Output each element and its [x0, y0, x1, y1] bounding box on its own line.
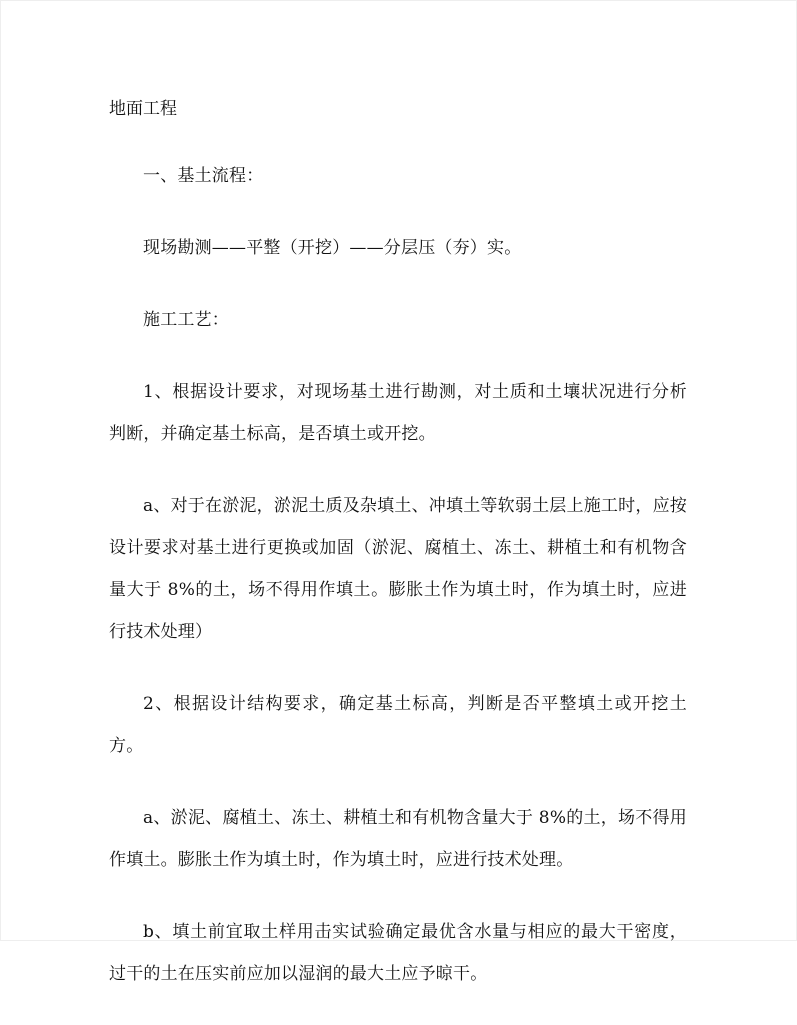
paragraph-step-2b: b、填土前宜取土样用击实试验确定最优含水量与相应的最大干密度，过干的土在压实前应加以湿润的最大土应予晾干。 — [109, 922, 687, 984]
paragraph-step-1: 1、根据设计要求，对现场基土进行勘测，对土质和土壤状况进行分析判断，并确定基土标高，是否填土或开挖。 — [109, 382, 687, 444]
paragraph-step-1a: a、对于在淤泥，淤泥土质及杂填土、冲填土等软弱土层上施工时，应按设计要求对基土进行更换或加固（淤泥、腐植土、冻土、耕植土和有机物含量大于 8%的土，场不得用作填土。膨胀土作为填土时，作为填土时，应进行技术处理） — [109, 496, 687, 642]
section-heading-construction-technique: 施工工艺： — [143, 310, 229, 330]
document-title: 地面工程 — [109, 99, 177, 119]
document-body — [109, 93, 687, 1025]
paragraph-process-flow: 现场勘测——平整（开挖）——分层压（夯）实。 — [143, 238, 522, 258]
paragraph-step-2: 2、根据设计结构要求，确定基土标高，判断是否平整填土或开挖土方。 — [109, 694, 687, 756]
paragraph-step-2a: a、淤泥、腐植土、冻土、耕植土和有机物含量大于 8%的土，场不得用作填土。膨胀土作为填土时，作为填土时，应进行技术处理。 — [109, 808, 687, 870]
section-heading-base-soil-process: 一、基土流程： — [143, 166, 264, 186]
